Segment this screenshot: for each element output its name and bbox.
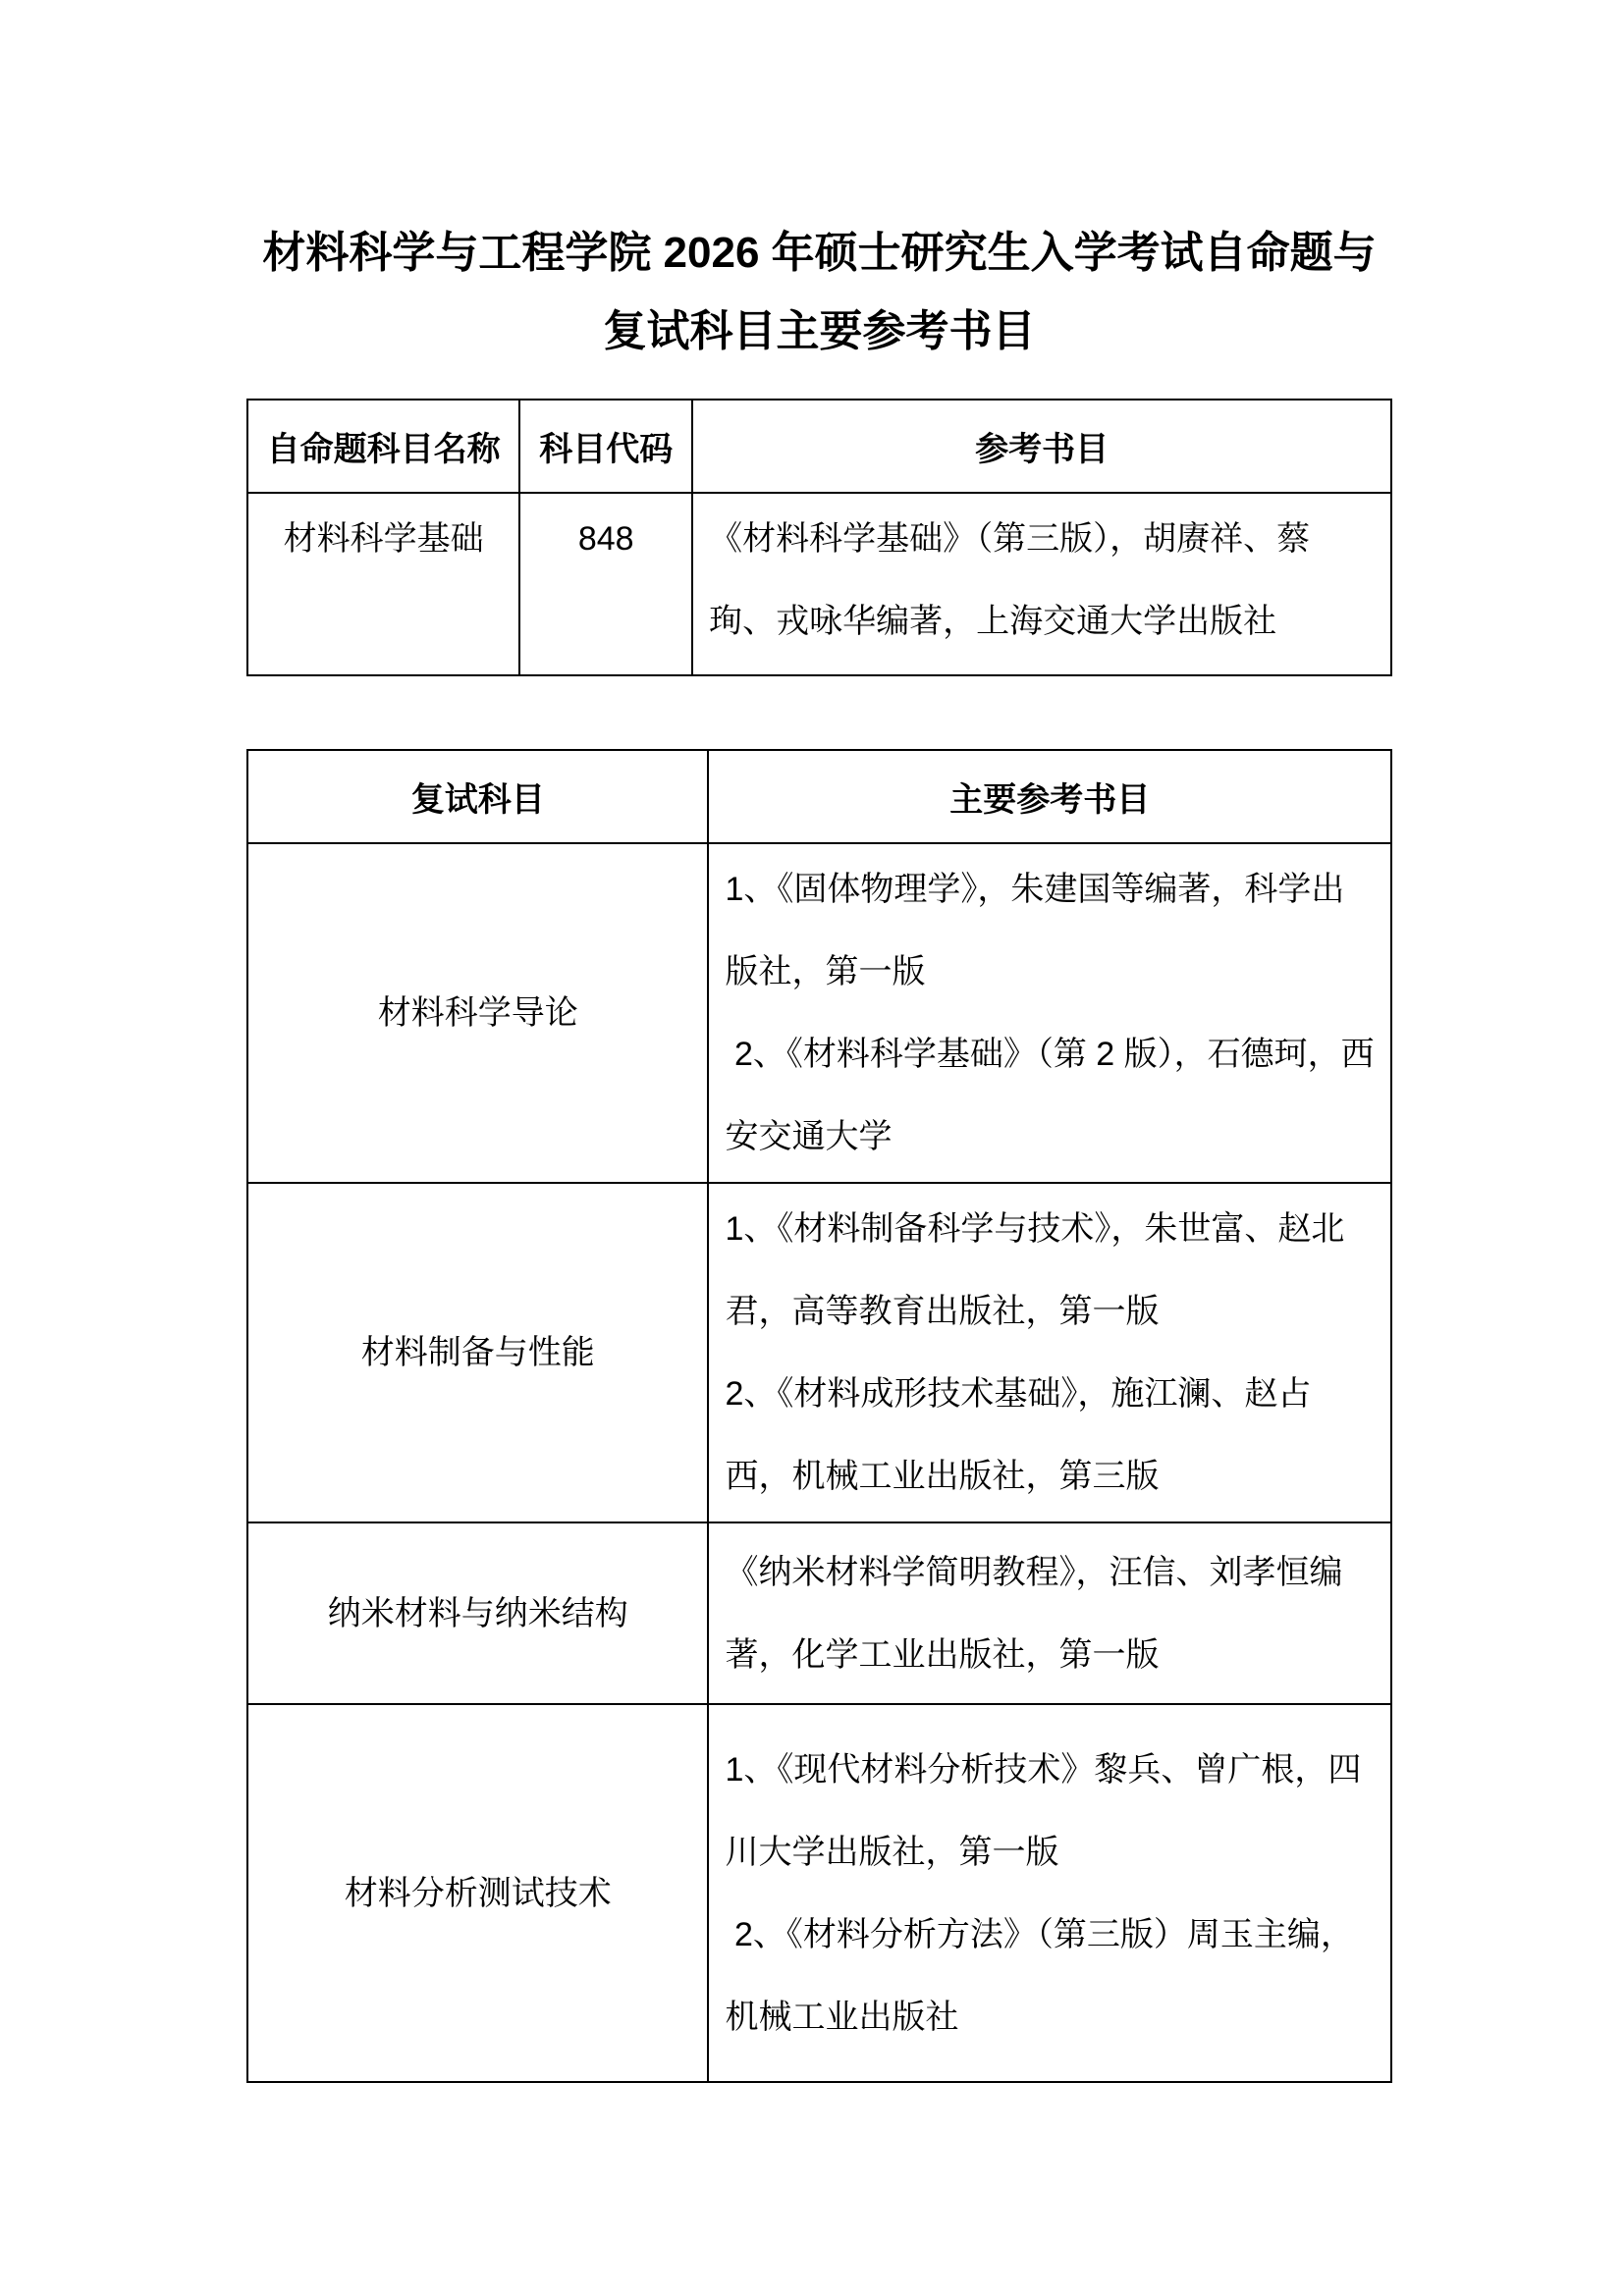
retest-subject-cell: 材料制备与性能 (247, 1183, 708, 1522)
reference-paragraph: 《材料科学基础》（第三版），胡赓祥、蔡珣、戎咏华编著，上海交通大学出版社 (709, 520, 1311, 640)
retest-subjects-table (246, 749, 1392, 2083)
retest-table-row (247, 1522, 1391, 1704)
subject-code-cell: 848 (519, 493, 692, 675)
reference-paragraph: 2、《材料科学基础》（第 2 版），石德珂，西安交通大学 (725, 1036, 1375, 1155)
header-main-reference-books: 主要参考书目 (708, 750, 1391, 843)
self-proposed-table-row (247, 493, 1391, 675)
page-title-line-1: 材料科学与工程学院 2026 年硕士研究生入学考试自命题与 (262, 229, 1377, 277)
reference-paragraph: 2、《材料成形技术基础》，施江澜、赵占西，机械工业出版社，第三版 (725, 1375, 1312, 1495)
retest-subject-cell: 纳米材料与纳米结构 (247, 1522, 708, 1704)
retest-reference-cell (708, 843, 1391, 1183)
reference-paragraph: 《纳米材料学简明教程》，汪信、刘孝恒编著，化学工业出版社，第一版 (725, 1553, 1343, 1674)
retest-table-row (247, 1183, 1391, 1522)
retest-subject-cell: 材料科学导论 (247, 843, 708, 1183)
header-subject-code: 科目代码 (519, 400, 692, 493)
self-proposed-table-header-row (247, 400, 1391, 493)
retest-table-header-row (247, 750, 1391, 843)
reference-paragraph: 1、《材料制备科学与技术》，朱世富、赵北君，高等教育出版社，第一版 (725, 1210, 1345, 1330)
reference-books-cell (692, 493, 1391, 675)
retest-reference-cell (708, 1522, 1391, 1704)
retest-reference-cell (708, 1704, 1391, 2082)
subject-name-cell: 材料科学基础 (247, 493, 519, 675)
header-reference-books: 参考书目 (692, 400, 1391, 493)
self-proposed-subjects-table (246, 399, 1392, 676)
reference-paragraph: 2、《材料分析方法》（第三版）周玉主编，机械工业出版社 (725, 1915, 1354, 2036)
retest-table-row (247, 1704, 1391, 2082)
page-title (246, 214, 1392, 371)
header-retest-subject: 复试科目 (247, 750, 708, 843)
retest-table-row (247, 843, 1391, 1183)
reference-paragraph: 1、《现代材料分析技术》黎兵、曾广根，四川大学出版社，第一版 (725, 1750, 1362, 1871)
header-self-proposed-subject-name: 自命题科目名称 (247, 400, 519, 493)
page-title-line-2: 复试科目主要参考书目 (603, 307, 1036, 355)
document-content (246, 0, 1392, 2083)
reference-paragraph: 1、《固体物理学》，朱建国等编著，科学出版社，第一版 (725, 871, 1345, 990)
retest-reference-cell (708, 1183, 1391, 1522)
retest-subject-cell: 材料分析测试技术 (247, 1704, 708, 2082)
